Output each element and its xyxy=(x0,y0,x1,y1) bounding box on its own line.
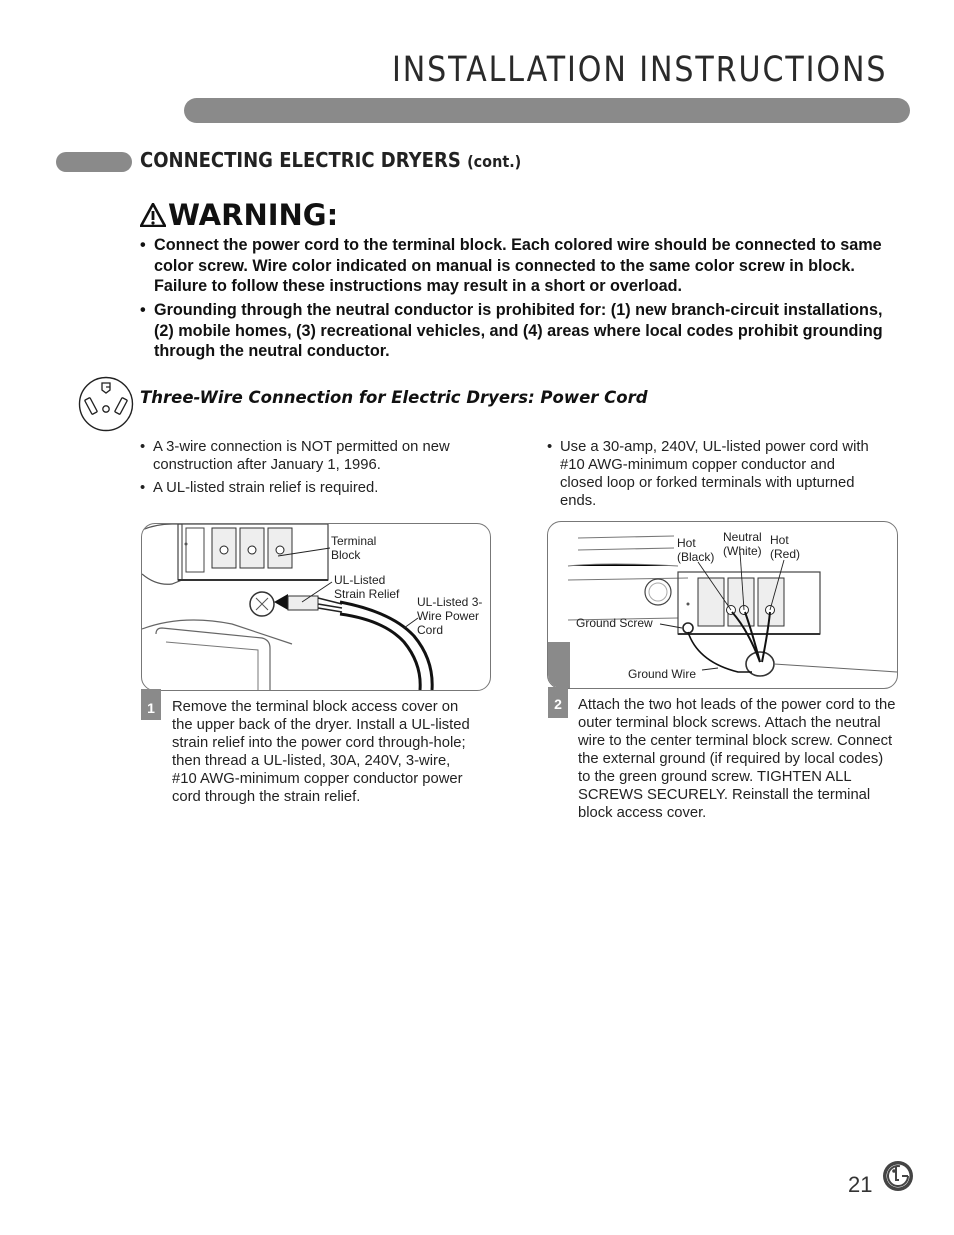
section-title-suffix: (cont.) xyxy=(467,152,522,171)
label-ground-wire: Ground Wire xyxy=(628,667,697,681)
lg-logo-icon xyxy=(882,1160,914,1197)
three-prong-outlet-icon xyxy=(78,376,134,437)
step-1-text: Remove the terminal block access cover on the upper back of the dryer. Install a UL-listed strain relief into the power cord through-hole; then thread a UL-listed, 30A, 240V, 3-wire, #10 AWG-minimum copper conductor power cord through the strain relief. xyxy=(172,699,470,805)
label-power-cord: UL-Listed 3-Wire Power Cord xyxy=(417,595,483,637)
note-item: • Use a 30-amp, 240V, UL-listed power cord with #10 AWG-minimum copper conductor and closed loop or forked terminals with upturned ends. xyxy=(547,438,897,514)
warning-item-text: Grounding through the neutral conductor is prohibited for: (1) new branch-circuit installations, (2) mobile homes, (3) recreational vehicles, and (4) areas where local codes prohibit grounding through the neutral conductor. xyxy=(154,301,883,360)
label-neutral-white: Neutral (White) xyxy=(723,530,762,558)
warning-item-text: Connect the power cord to the terminal block. Each colored wire should be connected to same color screw. Wire color indicated on manual is connected to the same color screw in block. Failure to follow these instructions may result in a short or overload. xyxy=(154,236,882,295)
warning-item: • Connect the power cord to the terminal block. Each colored wire should be connected to same color screw. Wire color indicated on manual is connected to the same color screw in block. Failure to follow these instructions may result in a short or overload. xyxy=(140,235,900,297)
warning-heading-text: WARNING: xyxy=(168,198,339,232)
page-number: 21 xyxy=(848,1172,873,1197)
step-2-text: Attach the two hot leads of the power cord to the outer terminal block screws. Attach the neutral wire to the center terminal block screw. Connect the external ground (if required by local codes) to the green ground screw. TIGHTEN ALL SCREWS SECURELY. Reinstall the terminal block access cover. xyxy=(578,697,896,821)
note-item-text: A 3-wire connection is NOT permitted on new construction after January 1, 1996. xyxy=(153,439,450,473)
section-title-text: CONNECTING ELECTRIC DRYERS xyxy=(140,148,461,172)
label-hot-red: Hot (Red) xyxy=(770,533,801,561)
section-marker xyxy=(56,152,132,172)
note-item-text: Use a 30-amp, 240V, UL-listed power cord with #10 AWG-minimum copper conductor and closed loop or forked terminals with upturned ends. xyxy=(560,439,869,509)
note-item-text: A UL-listed strain relief is required. xyxy=(153,480,379,496)
subsection-title: Three-Wire Connection for Electric Dryers: Power Cord xyxy=(140,388,648,407)
warning-heading xyxy=(140,198,338,232)
step-2-badge: 2 xyxy=(548,687,568,718)
label-hot-black: Hot (Black) xyxy=(677,536,715,564)
page-header-title: INSTALLATION INSTRUCTIONS xyxy=(392,50,888,90)
section-title xyxy=(140,148,521,172)
label-strain-relief: UL-Listed Strain Relief xyxy=(334,573,400,601)
label-ground-screw: Ground Screw xyxy=(576,616,653,630)
note-item: • A UL-listed strain relief is required. xyxy=(140,479,490,499)
label-terminal-block: Terminal Block xyxy=(331,534,377,562)
figure-1-illustration xyxy=(141,523,491,691)
figure-2-illustration xyxy=(547,521,898,689)
note-item: • A 3-wire connection is NOT permitted on new construction after January 1, 1996. xyxy=(140,438,490,478)
step-1-badge: 1 xyxy=(141,689,161,720)
warning-triangle-icon xyxy=(140,203,166,227)
header-bar xyxy=(184,98,910,123)
warning-item: • Grounding through the neutral conductor is prohibited for: (1) new branch-circuit installations, (2) mobile homes, (3) recreational vehicles, and (4) areas where local codes prohibit grounding through the neutral conductor. xyxy=(140,300,900,362)
